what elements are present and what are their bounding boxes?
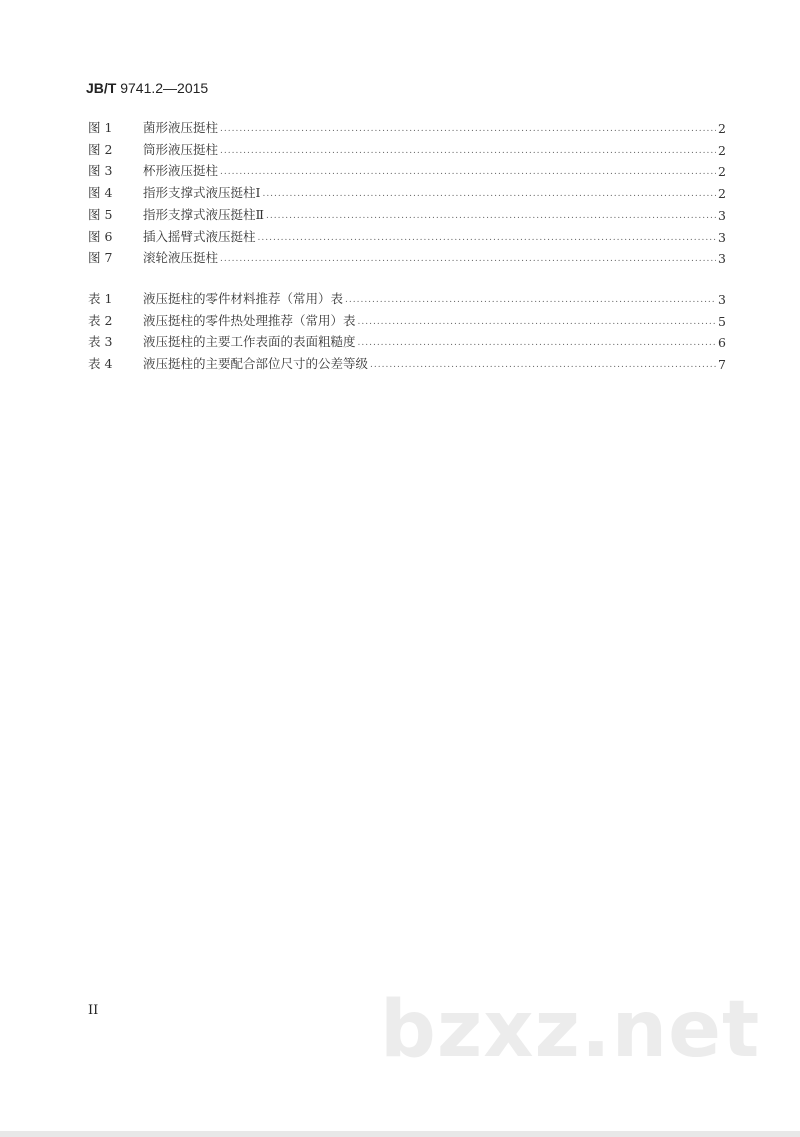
toc-entry[interactable]	[88, 309, 726, 329]
entry-number: 图 1	[88, 120, 113, 135]
code-number: 9741.2—2015	[116, 80, 209, 96]
entry-page: 5	[718, 313, 726, 329]
page-edge	[0, 1131, 800, 1137]
entry-title: 筒形液压挺柱	[143, 141, 219, 157]
entry-title: 液压挺柱的主要配合部位尺寸的公差等级	[143, 356, 369, 372]
toc-entry[interactable]	[88, 203, 726, 223]
leader-dots	[358, 338, 717, 348]
entry-number: 表 3	[88, 334, 113, 350]
entry-number: 图 4	[88, 185, 113, 201]
entry-number: 表 4	[88, 356, 113, 372]
entry-title: 液压挺柱的主要工作表面的表面粗糙度	[143, 334, 356, 350]
entry-title: 指形支撑式液压挺柱Ⅱ	[143, 206, 264, 222]
entry-page: 2	[718, 121, 726, 136]
leader-dots	[345, 295, 716, 305]
leader-dots	[358, 317, 717, 327]
toc-entry[interactable]	[88, 181, 726, 201]
entry-title: 滚轮液压挺柱	[143, 250, 219, 266]
entry-page: 2	[718, 164, 726, 180]
toc-entry[interactable]	[88, 287, 726, 307]
leader-dots	[220, 146, 716, 156]
document-code	[86, 80, 208, 96]
entry-page: 2	[718, 142, 726, 158]
leader-dots	[220, 124, 716, 134]
entry-page: 3	[718, 251, 726, 267]
entry-page: 3	[718, 229, 726, 245]
toc-entry[interactable]	[88, 352, 726, 372]
entry-page: 7	[718, 357, 726, 373]
leader-dots	[266, 211, 716, 221]
toc-entry[interactable]	[88, 138, 726, 158]
entry-page: 3	[718, 292, 726, 307]
entry-number: 表 1	[88, 291, 113, 306]
toc-entry[interactable]	[88, 246, 726, 266]
leader-dots	[370, 360, 716, 370]
watermark: bzxz.net	[380, 985, 761, 1075]
leader-dots	[220, 167, 716, 177]
page-number: II	[88, 1003, 99, 1018]
entry-number: 图 7	[88, 250, 113, 266]
entry-title: 指形支撑式液压挺柱Ⅰ	[143, 185, 261, 201]
leader-dots	[262, 189, 716, 199]
toc-entry[interactable]	[88, 225, 726, 245]
toc-entry[interactable]	[88, 330, 726, 350]
entry-page: 3	[718, 207, 726, 223]
entry-number: 图 3	[88, 163, 113, 179]
entry-title: 插入摇臂式液压挺柱	[143, 228, 256, 244]
entry-page: 2	[718, 186, 726, 202]
code-prefix: JB/T	[86, 80, 117, 96]
entry-title: 菌形液压挺柱	[143, 120, 219, 135]
toc-entry[interactable]	[88, 159, 726, 179]
entry-title: 液压挺柱的零件热处理推荐（常用）表	[143, 312, 356, 328]
leader-dots	[220, 254, 716, 264]
toc-entry[interactable]	[88, 116, 726, 136]
entry-title: 杯形液压挺柱	[143, 163, 219, 179]
entry-number: 图 6	[88, 228, 113, 244]
entry-number: 图 5	[88, 206, 113, 222]
leader-dots	[258, 233, 717, 243]
entry-title: 液压挺柱的零件材料推荐（常用）表	[143, 291, 344, 306]
entry-page: 6	[718, 335, 726, 351]
entry-number: 表 2	[88, 312, 113, 328]
entry-number: 图 2	[88, 141, 113, 157]
